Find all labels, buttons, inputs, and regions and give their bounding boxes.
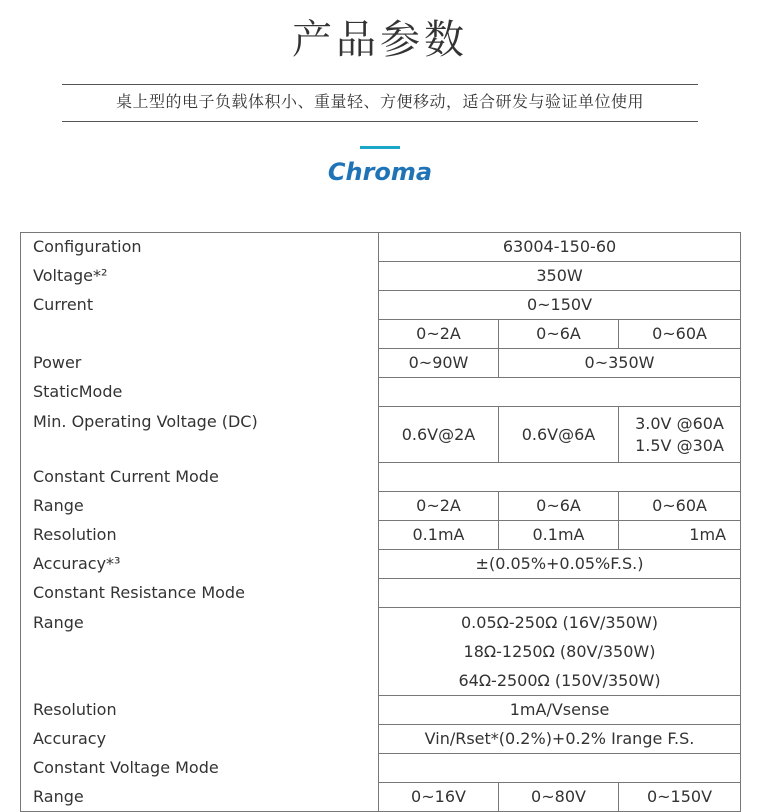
power-label: Power <box>21 349 379 378</box>
min-voltage-3 <box>619 407 741 463</box>
cr-mode-label: Constant Resistance Mode <box>21 579 379 608</box>
cc-resolution-1: 0.1mA <box>379 521 499 550</box>
cr-range-label: Range <box>21 608 379 696</box>
table-row <box>21 492 741 521</box>
power-value-1: 0~90W <box>379 349 499 378</box>
table-row <box>21 407 741 463</box>
min-voltage-1: 0.6V@2A <box>379 407 499 463</box>
current-range-3: 0~60A <box>619 320 741 349</box>
cc-range-2: 0~6A <box>499 492 619 521</box>
cc-resolution-3: 1mA <box>619 521 741 550</box>
min-voltage-3a: 3.0V @60A <box>635 413 724 433</box>
cc-mode-value <box>379 463 741 492</box>
power-value-2: 0~350W <box>499 349 741 378</box>
cc-mode-label: Constant Current Mode <box>21 463 379 492</box>
cr-range-3: 64Ω-2500Ω (150V/350W) <box>458 671 661 690</box>
top-divider <box>62 84 698 85</box>
cc-accuracy-value: ±(0.05%+0.05%F.S.) <box>379 550 741 579</box>
table-row <box>21 550 741 579</box>
cv-mode-value <box>379 754 741 783</box>
configuration-value: 63004-150-60 <box>379 233 741 262</box>
cc-range-label: Range <box>21 492 379 521</box>
min-voltage-2: 0.6V@6A <box>499 407 619 463</box>
accent-bar <box>360 146 400 149</box>
page-title: 产品参数 <box>292 17 468 63</box>
cr-mode-value <box>379 579 741 608</box>
static-mode-label: StaticMode <box>21 378 379 407</box>
min-voltage-3b: 1.5V @30A <box>635 435 724 455</box>
voltage-value: 350W <box>379 262 741 291</box>
table-row <box>21 233 741 262</box>
chroma-logo: Chroma <box>327 158 433 186</box>
cr-range-values <box>379 608 741 696</box>
table-row <box>21 262 741 291</box>
cc-range-1: 0~2A <box>379 492 499 521</box>
table-row <box>21 291 741 320</box>
cv-range-2: 0~80V <box>499 783 619 812</box>
static-mode-value <box>379 378 741 407</box>
cr-range-2: 18Ω-1250Ω (80V/350W) <box>463 642 656 661</box>
table-row <box>21 521 741 550</box>
table-row <box>21 320 741 349</box>
current-range-label <box>21 320 379 349</box>
table-row <box>21 579 741 608</box>
current-value: 0~150V <box>379 291 741 320</box>
table-row <box>21 349 741 378</box>
cc-accuracy-label: Accuracy*³ <box>21 550 379 579</box>
table-row <box>21 463 741 492</box>
current-range-1: 0~2A <box>379 320 499 349</box>
cv-range-1: 0~16V <box>379 783 499 812</box>
cr-accuracy-label: Accuracy <box>21 725 379 754</box>
cv-range-3: 0~150V <box>619 783 741 812</box>
cr-accuracy-value: Vin/Rset*(0.2%)+0.2% Irange F.S. <box>379 725 741 754</box>
min-voltage-label: Min. Operating Voltage (DC) <box>21 407 379 463</box>
table-row <box>21 783 741 812</box>
cr-resolution-value: 1mA/Vsense <box>379 696 741 725</box>
bottom-divider <box>62 121 698 122</box>
cr-resolution-label: Resolution <box>21 696 379 725</box>
cc-resolution-2: 0.1mA <box>499 521 619 550</box>
cr-range-1: 0.05Ω-250Ω (16V/350W) <box>461 613 659 632</box>
current-range-2: 0~6A <box>499 320 619 349</box>
cc-range-3: 0~60A <box>619 492 741 521</box>
configuration-label: Configuration <box>21 233 379 262</box>
page-subtitle: 桌上型的电子负载体积小、重量轻、方便移动，适合研发与验证单位使用 <box>115 92 644 111</box>
voltage-label: Voltage*² <box>21 262 379 291</box>
cc-resolution-label: Resolution <box>21 521 379 550</box>
table-row <box>21 754 741 783</box>
table-row <box>21 378 741 407</box>
spec-table <box>20 232 741 812</box>
cv-mode-label: Constant Voltage Mode <box>21 754 379 783</box>
cv-range-label: Range <box>21 783 379 812</box>
table-row <box>21 696 741 725</box>
current-label: Current <box>21 291 379 320</box>
table-row <box>21 608 741 696</box>
table-row <box>21 725 741 754</box>
